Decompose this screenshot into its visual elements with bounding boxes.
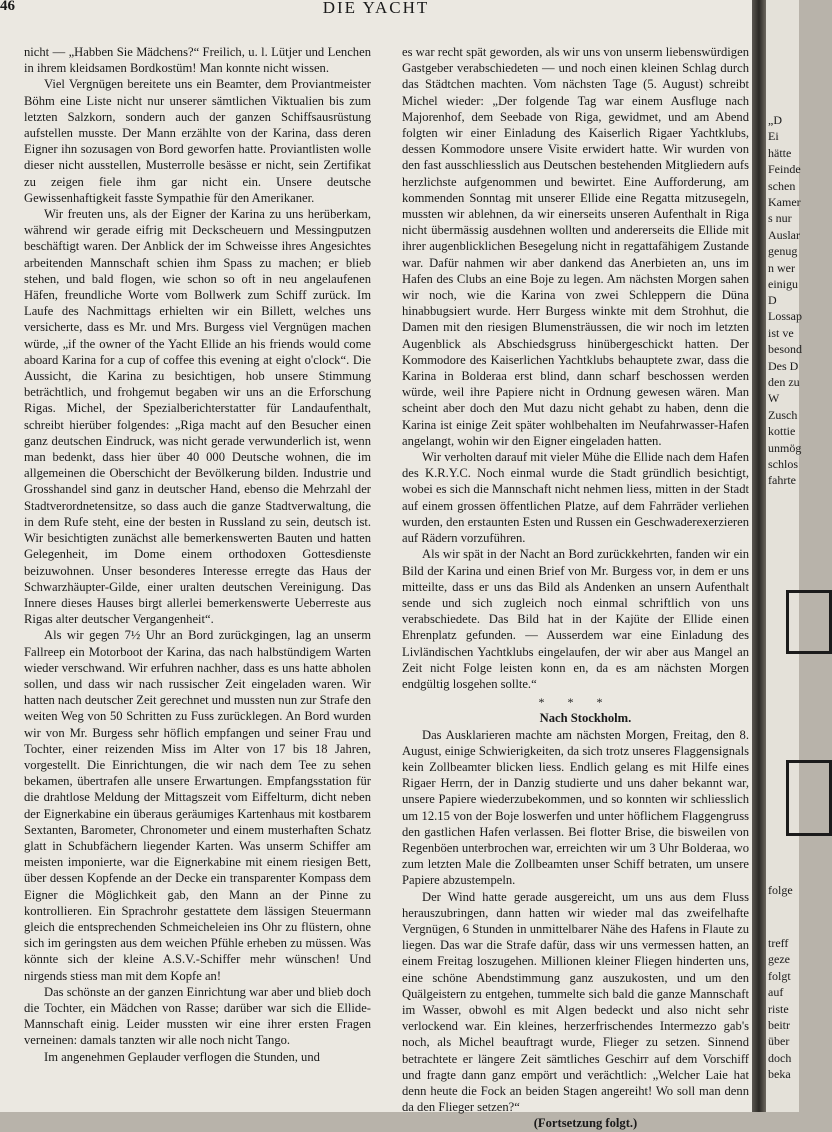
paragraph: nicht — „Habben Sie Mädchens?“ Freilich, u. l. Lütjer und Lenchen in ihrem kleidsamen Bordkostüm! Man konnte nicht wissen. bbox=[24, 45, 371, 76]
section-separator: * * * bbox=[538, 695, 613, 710]
fragment-bottom: treff geze folgt auf riste beitr über doch beka bbox=[768, 936, 792, 1082]
paragraph: Im angenehmen Geplauder verflogen die Stunden, und bbox=[44, 1049, 320, 1064]
running-title: DIE YACHT bbox=[322, 0, 430, 17]
right-column bbox=[402, 44, 749, 1132]
adjacent-page-box bbox=[786, 760, 832, 836]
paragraph: Wir verholten darauf mit vieler Mühe die Ellide nach dem Hafen des K.R.Y.C. Noch einmal wurde die Stadt gründlich besichtigt, wobei es sich die Mannschaft nicht nehmen liess, mitten in der Stadt auf einem grossen öffentlichen Platze, auf dem Fahrräder verliehen wurden, den erstaunten Esten und Russen ein Geschwaderexerzieren auf Rädern vorzuführen. bbox=[402, 450, 749, 546]
paragraph: Wir freuten uns, als der Eigner der Karina zu uns herüberkam, während wir gerade eifrig mit Deckscheuern und Messingputzen beschäftigt waren. Der Anblick der im Schweisse ihres Angesichtes arbeitenden Mannschaft schien ihm Spass zu machen; er blieb stehen, und bald flogen, wie schon so oft in neu angelaufenen Häfen, freundliche Worte vom Bollwerk zum Schiff zurück. Im Laufe des Nachmittags erhielten wir ein Billett, welches uns versicherte, dass es Mr. und Mrs. Burgess viel Vergnügen machen würde, „if the owner of the Yacht Ellide an his friends would come aboard Karina for a cup of coffee this evening at eight o'clock“. Die Aussicht, die Karina zu besichtigen, hob unsere Stimmung beträchtlich, und frohgemut begaben wir uns an die Erforschung Rigas. Michel, der Spezialberichterstatter für Landaufenthalt, schreibt hierüber folgendes: „Riga macht auf den Besucher einen ganz deutschen Eindruck, was nicht gerade verwunderlich ist, wenn man bedenkt, dass hier über 40 000 Deutsche wohnen, die im allgemeinen die Oberschicht der Bevölkerung bilden. Industrie und Grosshandel sind ganz in deutscher Hand, ebenso die Mehrzahl der Stadtverordnetensitze, so dass auch die ganze Stadtverwaltung, die in dem Rufe steht, eine der besten in Russland zu sein, deutsch ist. Wir besichtigten zunächst alle bemerkenswerten Bauten und hatten Gelegenheit, im Dome einem orthodoxen Gottesdienste beizuwohnen. Unser besonderes Interesse erregte das Haus der Schwarzhäupter-Gilde, einer uralten deutschen Vereinigung. Das Innere dieses Hauses birgt allerlei bemerkenswerte Ueberreste aus Rigas alter deutscher Vergangenheit“. bbox=[24, 207, 371, 627]
fragment-middle: D Lossap ist ve besond Des D den zu W Zusch kottie unmög schlos fahrte bbox=[768, 293, 802, 488]
paragraph: Das Ausklarieren machte am nächsten Morgen, Freitag, den 8. August, einige Schwierigkeiten, da sich trotz unseres Flaggensignals kein Zollbeamter blicken liess. Endlich gelang es mit Hilfe eines Rigaer Herrn, der in Danzig studierte und uns daher bekannt war, unsere Papiere wiederzubekommen, und so konnten wir schliesslich um 12.15 von der Boje loswerfen und unter höflichem Flaggengruss den gastlichen Hafen verlassen. Bei flotter Brise, die bisweilen von Regenböen unterbrochen war, erreichten wir um 3 Uhr Bolderaa, wo zum letzten Male die Zollbeamten unser Schiff betraten, um unsere Papiere abzustempeln. bbox=[402, 727, 749, 888]
adjacent-page-edge bbox=[766, 0, 802, 1112]
section-heading: Nach Stockholm. bbox=[539, 711, 632, 726]
paragraph: Der Wind hatte gerade ausgereicht, um uns aus dem Fluss herauszubringen, dann hatten wir wieder mal das zweifelhafte Vergnügen, 6 Stunden in unmittelbarer Nähe des Hafens in Flaute zu liegen. Das war die Strafe dafür, dass wir uns vermessen hatten, an einem Freitag loszugehen. Millionen kleiner Fliegen hinderten uns, eine schöne Abendstimmung ganz auszukosten, und um den Quälgeistern zu entgehen, tummelte sich bald die ganze Mannschaft im Wasser, obwohl es mit Algen bedeckt und also nicht sehr verlockend war. Ein kleines, herzerfrischendes Intermezzo gab's noch, als Michel beauftragt wurde, Flieger zu setzen. Sinnend betrachtete er längere Zeit sämtliches Geschirr auf dem Vorschiff und fragte dann ganz empört und verächtlich: „Welcher Laie hat denn heute die Fock an beiden Stagen angereiht! Wo soll man denn da den Flieger setzen?“ bbox=[402, 889, 749, 1115]
fragment-single: folge bbox=[768, 883, 793, 897]
page-header bbox=[0, 0, 752, 22]
paragraph: Das schönste an der ganzen Einrichtung war aber und blieb doch die Tochter, ein Mädchen von Rasse; darüber war sich die Ellide-Mannschaft einig. Leider mussten wir eine ihrer ersten Fragen verneinen: damals tanzten wir alle noch nicht Tango. bbox=[24, 984, 371, 1048]
book-gutter bbox=[752, 0, 766, 1112]
paragraph: Viel Vergnügen bereitete uns ein Beamter, dem Proviantmeister Böhm eine Liste nicht nur unserer sämtlichen Viktualien bis zum letzten Salzkorn, sondern auch der ganzen Schiffsausrüstung aufstellen musste. Der Mann erzählte von der Karina, dass deren Eigner ihn sozusagen von Bord geworfen hatte. Proviantlisten wolle dieser nicht ausstellen, Musterrolle besässe er nicht, sein Zertifikat zu zeigen fiele ihm gar nicht ein. Unsere deutsche Gewissenhaftigkeit fasste Sympathie für den Amerikaner. bbox=[24, 77, 371, 205]
paragraph: Als wir gegen 7½ Uhr an Bord zurückgingen, lag an unserm Fallreep ein Motorboot der Karina, das nach halbstündigem Warten wieder verschwand. Wir erfuhren nachher, dass es uns hatte abholen sollen, und dass wir nach russischer Zeit eingeladen waren. Wir hatten nach deutscher Zeit gerechnet und mussten nun zur Strafe den weiten Weg von 50 Schritten zu Fuss zurücklegen. An Bord wurden wir von Mr. Burgess sehr höflich empfangen und seiner Frau und Tochter, einer reizenden Miss im Alter von 17 bis 18 Jahren, vorgestellt. Die Einrichtungen, die wir nach dem Tee zu sehen bekamen, übertrafen alle unsere Erwartungen. Empfangsstation für die drahtlose Meldung der Mittagszeit vom Eiffelturm, dicht neben der Eignerkabine ein überaus geräumiges Kartenhaus mit kostbarem Sextanten, Barometer, Chronometer und einem musterhaften Schatz glatt in Schubfächern liegender Karten. Was unserm Schiffer am meisten imponierte, war die Eignerkabine mit einem riesigen Bett, über dessen Kopfende an der Decke ein transparenter Kompass dem Eigner die Möglichkeit gab, den Mann an der Pinne zu kontrollieren. Ein Sprachrohr gestattete dem lässigen Steuermann gleich die entsprechenden Schmeicheleien ins Ohr zu flüstern, ohne sich im geringsten aus dem weichen Pfühle erheben zu müssen. Was könnte sich der kleine A.S.V.-Schiffer mehr wünschen! Und nirgends stiess man mit dem Kopfe an! bbox=[24, 628, 371, 983]
page-number: 46 bbox=[0, 0, 15, 14]
paragraph: es war recht spät geworden, als wir uns von unserm liebenswürdigen Gastgeber verabschiedeten — und noch einen kleinen Schlag durch das Städtchen machten. Vom nächsten Tage (5. August) schreibt Michel wieder: „Der folgende Tag war einem Ausfluge nach Majorenhof, dem Seebade von Riga, gewidmet, und am Abend folgten wir einer Einladung des Kaiserlich Rigaer Yachtklubs, dessen Kommodore unsere Visite erwidert hatte. Wir wurden von den fast ausschliesslich aus Deutschen bestehenden Mitgliedern aufs herzlichste aufgenommen und bewirtet. Eine Aufforderung, am kommenden Sonntag mit unserer Ellide eine Regatta mitzusegeln, mussten wir ablehnen, da wir einerseits unseren Aufenthalt in Riga nicht übermässig ausdehnen wollten und andererseits die Ellide mit ihrer augenblicklichen Besegelung nicht in regattafähigem Zustande war. Dafür nahmen wir aber dankend das Anerbieten an, uns im Hafen des Clubs an eine Boje zu legen. Am nächsten Morgen sahen wir noch, wie die Karina von zwei Schleppern die Düna hinabbugsiert wurde. Herr Burgess winkte mit dem Strohhut, die Damen mit den riesigen Blumensträussen, die wir noch im letzten Augenblick als Abschiedsgruss hinübergeschickt hatten. Der Kommodore des Kaiserlichen Yachtklubs behauptete zwar, dass die Karina in Bolderaa erst blind, dann scharf beschossen werden würde, weil ihre Papiere nicht in Ordnung gewesen wären. Man scheint aber doch den Mut dazu nicht gehabt zu haben, denn die Karina ist einige Zeit später wohlbehalten im Neufahrwasser-Hafen angelangt, wohin wir den Eigner eingeladen hatten. bbox=[402, 45, 749, 448]
adjacent-page-box bbox=[786, 590, 832, 654]
paragraph: Als wir spät in der Nacht an Bord zurückkehrten, fanden wir ein Bild der Karina und einen Brief von Mr. Burgess vor, in dem er uns mitteilte, dass er uns das Bild als Andenken an unsern Aufenthalt sende und sich zugleich noch einmal schriftlich von uns verabschiedete. Das Bild hat in der Kajüte der Ellide einen Ehrenplatz gefunden. — Ausserdem war eine Einladung des Livländischen Yachtklubs eingelaufen, der wir aber aus Mangel an Zeit nicht Folge leisten konn en, da es am nächsten Morgen endgültig losgehen sollte.“ bbox=[402, 547, 749, 691]
left-column bbox=[24, 44, 371, 1065]
fragment-top: „D Ei hätte Feinde schen Kamer s nur Auslar genug n wer einigu bbox=[768, 113, 801, 292]
continued-note: (Fortsetzung folgt.) bbox=[533, 1116, 638, 1131]
